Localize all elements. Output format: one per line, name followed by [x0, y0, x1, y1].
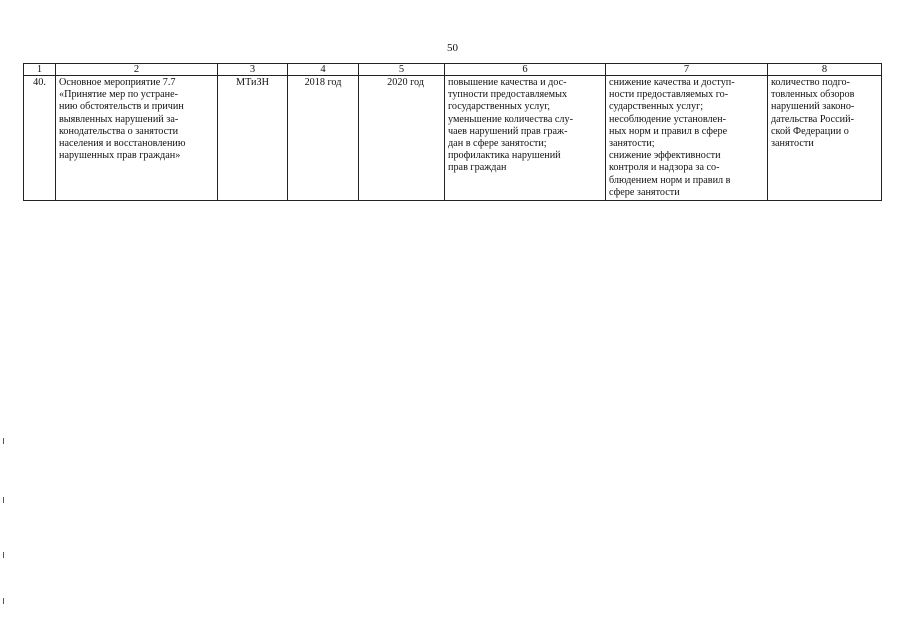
indicator: количество подго- товленных обзоров нарушений законо- дательства Россий- ской Федерации о занятости: [768, 76, 882, 201]
header-col-5: 5: [359, 64, 445, 76]
expected-result: повышение качества и дос- тупности предоставляемых государственных услуг, уменьшение количества слу- чаев нарушений прав граж- дан в сфере занятости; профилактика нарушений прав граждан: [445, 76, 606, 201]
measures-table: [23, 63, 882, 201]
table-row: [24, 76, 882, 201]
row-number: 40.: [24, 76, 56, 201]
header-col-4: 4: [288, 64, 359, 76]
scan-margin-mark: [3, 438, 4, 444]
header-col-3: 3: [218, 64, 288, 76]
header-col-8: 8: [768, 64, 882, 76]
measure-name: Основное мероприятие 7.7 «Принятие мер по устране- нию обстоятельств и причин выявленных нарушений за- конодательства о занятости населения и восстановлению нарушенных прав граждан»: [56, 76, 218, 201]
executor: МТиЗН: [218, 76, 288, 201]
scan-margin-mark: [3, 552, 4, 558]
header-col-7: 7: [606, 64, 768, 76]
header-col-1: 1: [24, 64, 56, 76]
scan-margin-mark: [3, 497, 4, 503]
start-year: 2018 год: [288, 76, 359, 201]
table-body: [24, 76, 882, 201]
end-year: 2020 год: [359, 76, 445, 201]
header-col-6: 6: [445, 64, 606, 76]
header-col-2: 2: [56, 64, 218, 76]
header-row: [24, 64, 882, 76]
table-header: [24, 64, 882, 76]
consequences: снижение качества и доступ- ности предоставляемых го- сударственных услуг; несоблюдение установлен- ных норм и правил в сфере занятости; снижение эффективности контроля и надзора за со- блюдением норм и правил в сфере занятости: [606, 76, 768, 201]
page-number: 50: [447, 42, 458, 54]
scan-margin-mark: [3, 598, 4, 604]
